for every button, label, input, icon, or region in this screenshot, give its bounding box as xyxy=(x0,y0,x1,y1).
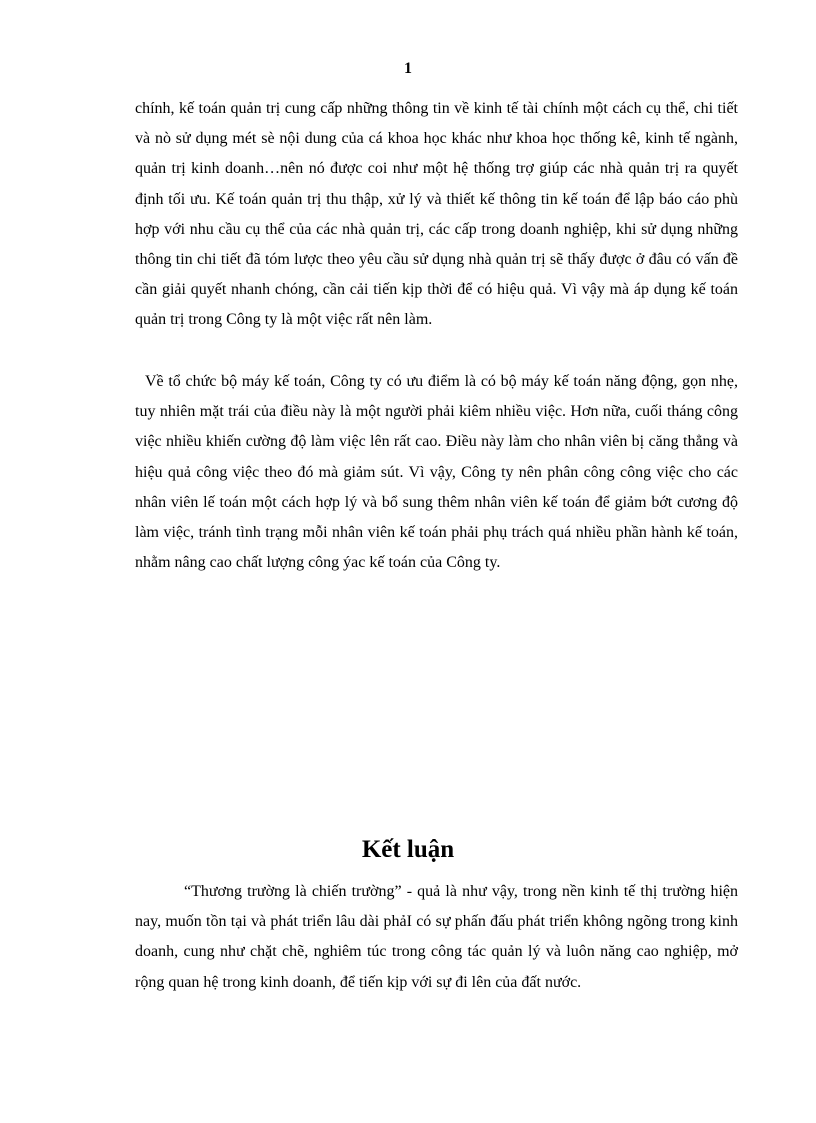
page-number: 1 xyxy=(404,60,412,77)
conclusion-paragraph xyxy=(135,877,738,998)
paragraph-text: Về tổ chức bộ máy kế toán, Công ty có ưu điểm là có bộ máy kế toán năng động, gọn nhẹ, tuy nhiên mặt trái của điều này là một người phải kiêm nhiều việc. Hơn nữa, cuối tháng công việc nhiều khiến cường độ làm việc lên rất cao. Điều này làm cho nhân viên bị căng thẳng và hiệu quả công việc theo đó mà giảm sút. Vì vậy, Công ty nên phân công công việc cho các nhân viên lế toán một cách hợp lý và bổ sung thêm nhân viên kế toán để giảm bớt cương độ làm việc, tránh tình trạng mỗi nhân viên kế toán phải phụ trách quá nhiều phần hành kế toán, nhằm nâng cao chất lượng công ýac kế toán của Công ty. xyxy=(135,373,738,572)
paragraph-text: chính, kế toán quản trị cung cấp những thông tin về kinh tế tài chính một cách cụ thể, chi tiết và nò sử dụng mét sè nội dung của cá khoa học khác như khoa học thống kê, kinh tế ngành, quản trị kinh doanh…nên nó được coi như một hệ thống trợ giúp các nhà quản trị ra quyết định tối ưu. Kế toán quản trị thu thập, xử lý và thiết kế thông tin kế toán để lập báo cáo phù hợp với nhu cầu cụ thể của các nhà quản trị, các cấp trong doanh nghiệp, khi sử dụng những thông tin chi tiết đã tóm lược theo yêu cầu sử dụng nhà quản trị sẽ thấy được ở đâu có vấn đề cần giải quyết nhanh chóng, cần cải tiến kịp thời để có hiệu quả. Vì vậy mà áp dụng kế toán quản trị trong Công ty là một việc rất nên làm. xyxy=(135,100,738,329)
paragraph-accounting-organization xyxy=(135,367,738,578)
paragraph-management-accounting xyxy=(135,94,738,336)
conclusion-heading: Kết luận xyxy=(361,836,455,863)
paragraph-text: “Thương trường là chiến trường” - quả là như vậy, trong nền kinh tế thị trường hiện nay, muốn tồn tại và phát triển lâu dài phảI có sự phấn đấu phát triển không ngõng trong kinh doanh, cung như chặt chẽ, nghiêm túc trong công tác quản lý và luôn năng cao nghiệp, mở rộng quan hệ trong kinh doanh, để tiến kịp với sự đi lên của đất nước. xyxy=(135,883,738,991)
